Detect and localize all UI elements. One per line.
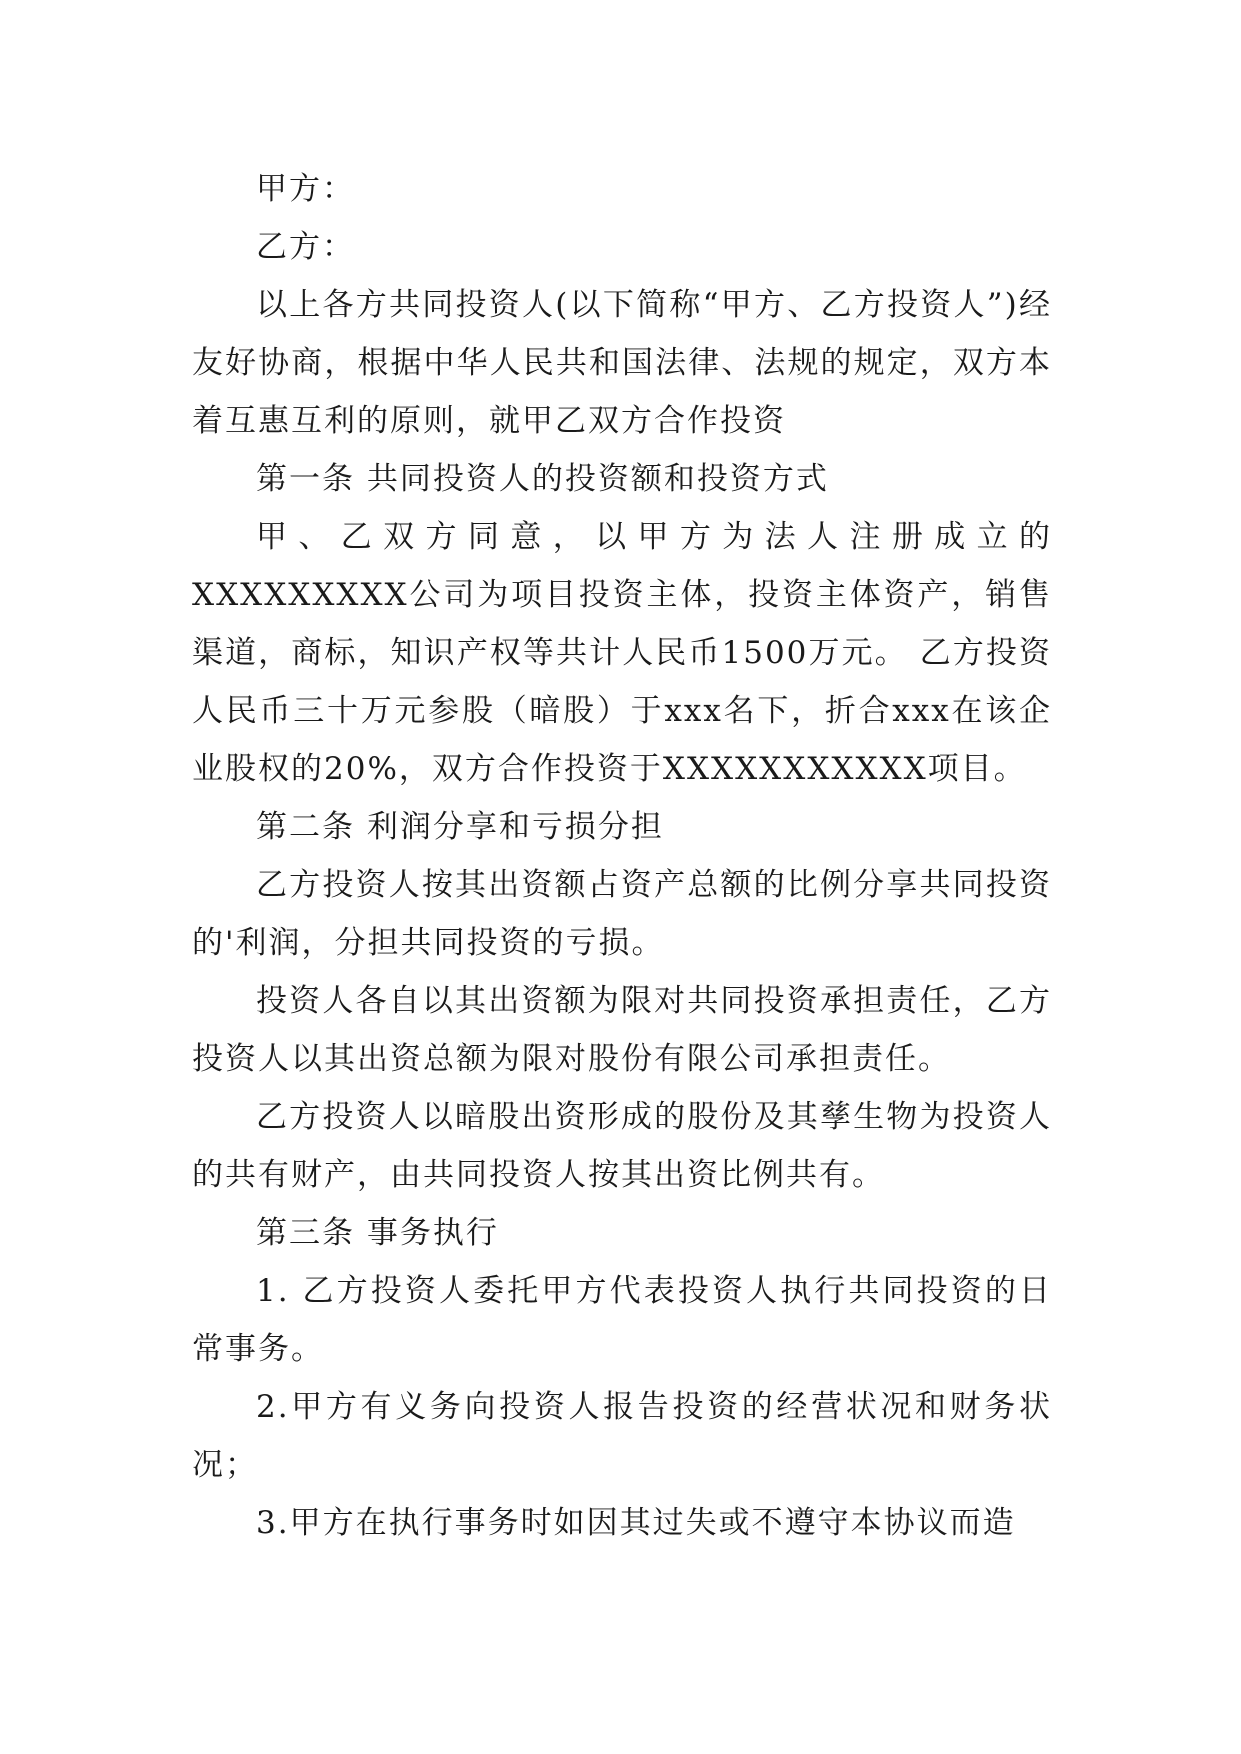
party-b-line: 乙方：: [256, 229, 355, 265]
party-a-line: 甲方：: [256, 171, 355, 207]
article-3-item-1: 1. 乙方投资人委托甲方代表投资人执行共同投资的日常事务。: [192, 1273, 1052, 1367]
article-2-paragraph-3: 乙方投资人以暗股出资形成的股份及其孳生物为投资人的共有财产，由共同投资人按其出资比例共有。: [192, 1099, 1052, 1193]
preamble-paragraph: 以上各方共同投资人(以下简称“甲方、乙方投资人”)经友好协商，根据中华人民共和国法律、法规的规定，双方本着互惠互利的原则，就甲乙双方合作投资: [192, 287, 1052, 439]
article-1-paragraph: 甲、乙双方同意，以甲方为法人注册成立的XXXXXXXXX公司为项目投资主体，投资主体资产，销售渠道，商标，知识产权等共计人民币1500万元。 乙方投资人民币三十万元参股（暗股）于xxx名下，折合xxx在该企业股权的20%，双方合作投资于XXXXXXXXXXX项目。: [192, 519, 1052, 787]
article-3-item-3: 3.甲方在执行事务时如因其过失或不遵守本协议而造: [256, 1505, 1016, 1541]
article-1-heading: 第一条 共同投资人的投资额和投资方式: [256, 461, 829, 497]
article-2-paragraph-2: 投资人各自以其出资额为限对共同投资承担责任，乙方投资人以其出资总额为限对股份有限公司承担责任。: [192, 983, 1052, 1077]
article-2-paragraph-1: 乙方投资人按其出资额占资产总额的比例分享共同投资的'利润，分担共同投资的亏损。: [192, 867, 1052, 961]
article-3-heading: 第三条 事务执行: [256, 1215, 499, 1251]
document-body: [192, 160, 1052, 1552]
article-2-heading: 第二条 利润分享和亏损分担: [256, 809, 664, 845]
article-3-item-2: 2.甲方有义务向投资人报告投资的经营状况和财务状况；: [192, 1389, 1052, 1483]
